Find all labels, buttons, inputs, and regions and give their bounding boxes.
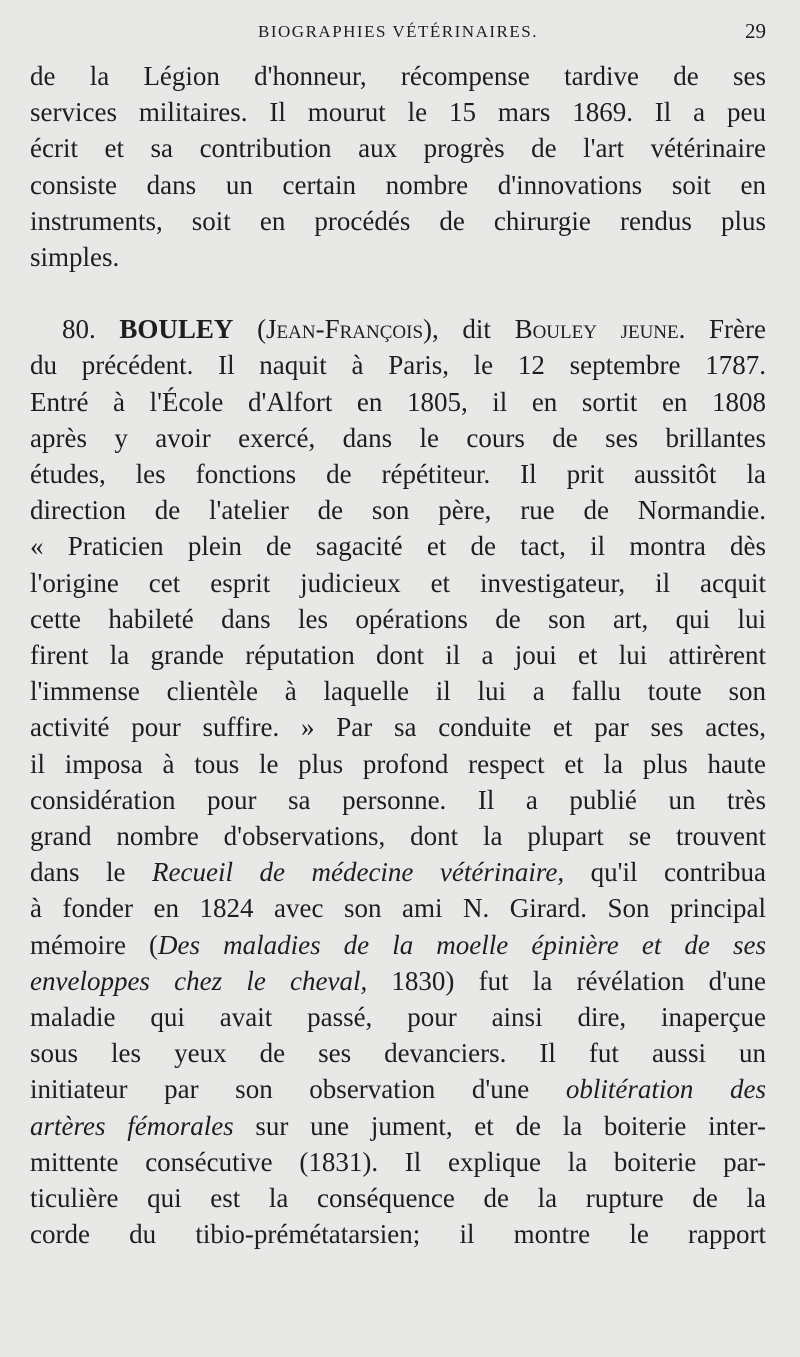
- text-line: [30, 1108, 766, 1144]
- text-line: mittente consécutive (1831). Il explique la boiterie par-: [30, 1146, 766, 1177]
- text-line: consiste dans un certain nombre d'innovations soit en: [30, 169, 766, 200]
- text-line: services militaires. Il mourut le 15 mars 1869. Il a peu: [30, 97, 766, 128]
- paragraph-2-entry-80: [30, 311, 766, 1252]
- text-line: de la Légion d'honneur, récompense tardive de ses: [30, 61, 766, 91]
- text-line: écrit et sa contribution aux progrès de l'art vétérinaire: [30, 133, 766, 164]
- text-line: du précédent. Il naquit à Paris, le 12 septembre 1787.: [30, 350, 766, 381]
- text-line: études, les fonctions de répétiteur. Il prit aussitôt la: [30, 459, 766, 490]
- entry-surname: BOULEY: [119, 314, 234, 345]
- emphasis-term: oblitération des: [565, 1074, 766, 1105]
- text-line: direction de l'atelier de son père, rue de Normandie.: [30, 495, 766, 526]
- entry-dit: dit: [462, 314, 491, 345]
- text-fragment: mémoire (: [30, 929, 159, 960]
- emphasis-term: artères fémorales: [30, 1110, 234, 1141]
- text-line: [30, 1071, 766, 1107]
- text-line: il imposa à tous le plus profond respect et la plus haute: [30, 748, 766, 779]
- text-fragment: 1830) fut la révélation d'une: [391, 965, 766, 996]
- text-line: cette habileté dans les opérations de son art, qui lui: [30, 603, 766, 634]
- text-line: à fonder en 1824 avec son ami N. Girard. Son principal: [30, 893, 766, 924]
- text-line: simples.: [30, 242, 120, 273]
- entry-number: 80.: [62, 314, 96, 345]
- text-line: corde du tibio-prémétatarsien; il montre le rapport: [30, 1219, 766, 1250]
- running-head: [30, 0, 766, 58]
- text-fragment: dans le: [30, 857, 126, 888]
- body-text: [30, 58, 766, 1253]
- text-line: [30, 927, 766, 963]
- text-line: « Praticien plein de sagacité et de tact, il montra dès: [30, 531, 766, 562]
- entry-alias: Bouley jeune.: [514, 314, 686, 345]
- page-number: 29: [745, 19, 766, 43]
- text-fragment: sur une jument, et de la boiterie inter-: [255, 1110, 766, 1141]
- paragraph-1: [30, 58, 766, 275]
- text-line: l'immense clientèle à laquelle il lui a fallu toute son: [30, 676, 766, 707]
- text-line: instruments, soit en procédés de chirurgie rendus plus: [30, 205, 766, 236]
- text-line: ticulière qui est la conséquence de la rupture de la: [30, 1183, 766, 1214]
- text-line: firent la grande réputation dont il a joui et lui attirèrent: [30, 640, 766, 671]
- entry-heading-line: [30, 311, 766, 347]
- text-line: sous les yeux de ses devanciers. Il fut aussi un: [30, 1038, 766, 1069]
- text-line: l'origine cet esprit judicieux et investigateur, il acquit: [30, 567, 766, 598]
- text-line: grand nombre d'observations, dont la plupart se trouvent: [30, 821, 766, 852]
- journal-title: Recueil de médecine vétérinaire,: [152, 857, 565, 888]
- text-line: maladie qui avait passé, pour ainsi dire, inaperçue: [30, 1002, 766, 1033]
- text-line: considération pour sa personne. Il a publié un très: [30, 784, 766, 815]
- text-fragment: initiateur par son observation d'une: [30, 1074, 530, 1105]
- work-title: enveloppes chez le cheval,: [30, 965, 368, 996]
- text-line: [30, 854, 766, 890]
- entry-given-names: (Jean-François),: [257, 314, 439, 345]
- running-title: BIOGRAPHIES VÉTÉRINAIRES.: [258, 22, 538, 41]
- paragraph-gap: [30, 275, 766, 311]
- text-fragment: qu'il contribua: [590, 857, 766, 888]
- text-line: [30, 963, 766, 999]
- text-line: Entré à l'École d'Alfort en 1805, il en sortit en 1808: [30, 386, 766, 417]
- text-line: activité pour suffire. » Par sa conduite et par ses actes,: [30, 712, 766, 743]
- text-fragment: Frère: [709, 314, 766, 345]
- work-title: Des maladies de la moelle épinière et de ses: [158, 929, 766, 960]
- text-line: après y avoir exercé, dans le cours de ses brillantes: [30, 422, 766, 453]
